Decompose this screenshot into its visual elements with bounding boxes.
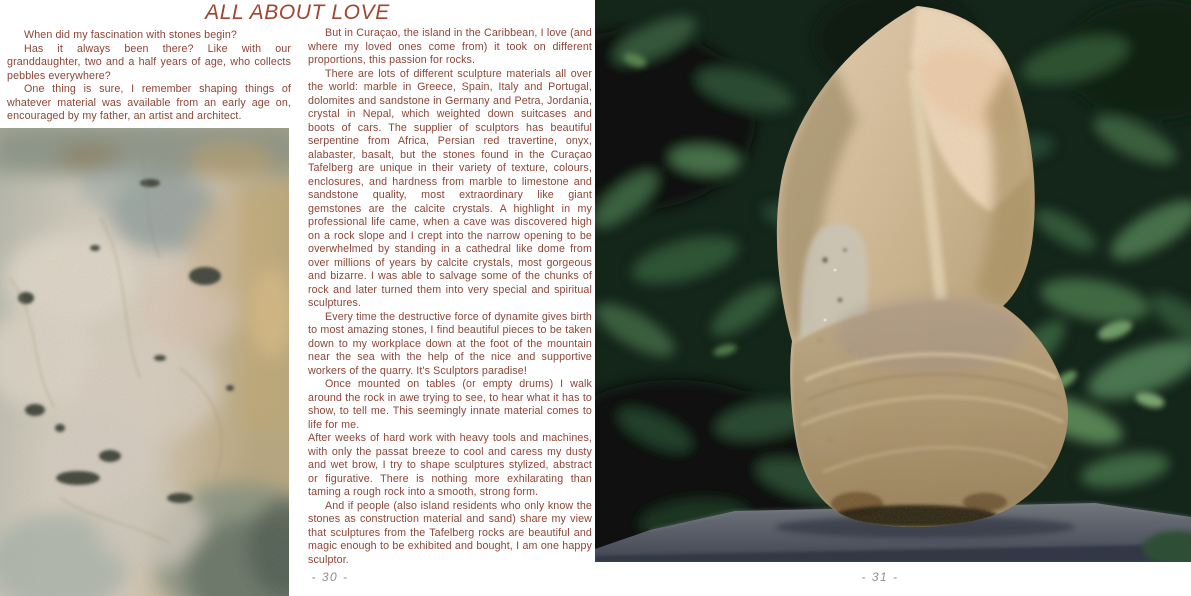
page-number-right: - 31 - [861, 570, 899, 584]
text-column-2 [308, 27, 592, 567]
paragraph: One thing is sure, I remember shaping things of whatever material was available from an early age on, encouraged by my father, an artist and architect. [7, 83, 291, 122]
paragraph: After weeks of hard work with heavy tools and machines, with only the passat breeze to cool and caress my dusty and wet brow, I try to shape sculptures stylized, abstract or figurative. There is nothing more exhilarating than taming a rough rock into a smooth, strong form. [308, 432, 592, 498]
page-right [595, 0, 1191, 596]
paragraph: There are lots of different sculpture materials all over the world: marble in Greece, Spain, Italy and Portugal, dolomites and sandstone in Germany and Petra, Jordania, crystal in Nepal, which weighted down suitcases and boots of cars. The supplier of sculptors has beautiful serpentine from Africa, Persian red travertine, onyx, alabaster, basalt, but the stones found in the Curaçao Tafelberg are unique in their variety of texture, colours, enclosures, and hardness from marble to limestone and sandstone quality, most extraordinary like giant gemstones are the calcite crystals. A highlight in my professional life came, when a cave was discovered high on a rock slope and I crept into the narrow opening to be overwhelmed by standing in a cathedral like dome from over millions of years by calcite crystals, most gorgeous and bizarre. I was able to salvage some of the chunks of rock and later turned them into very special and spiritual sculptures. [308, 67, 592, 309]
paragraph: When did my fascination with stones begin? [24, 29, 237, 41]
page-title: ALL ABOUT LOVE [205, 1, 390, 24]
paragraph: Has it always been there? Like with our granddaughter, two and a half years of age, who collects pebbles everywhere? [7, 42, 291, 82]
paragraph: But in Curaçao, the island in the Caribbean, I love (and where my loved ones come from) it took on different proportions, this passion for rocks. [308, 27, 592, 66]
sculpture-photo [595, 0, 1191, 562]
text-column-1 [7, 29, 291, 124]
paragraph: And if people (also island residents who only know the stones as construction material and sand) share my view that sculptures from the Tafelberg rocks are beautiful and magic enough to be exhibited and bought, I am one happy sculptor. [308, 499, 592, 566]
page-left [0, 0, 595, 596]
page-number-left: - 30 - [311, 570, 349, 584]
paragraph: Once mounted on tables (or empty drums) I walk around the rock in awe trying to see, to hear what it has to show, to tell me. This seemingly innate material comes to life for me. [308, 378, 592, 431]
paragraph: Every time the destructive force of dynamite gives birth to most amazing stones, I find beautiful pieces to be taken down to my workplace down at the foot of the mountain near the sea with the help of the nice and supportive workers of the quarry. It's Sculptors paradise! [308, 310, 592, 377]
rock-texture-photo [0, 128, 289, 596]
